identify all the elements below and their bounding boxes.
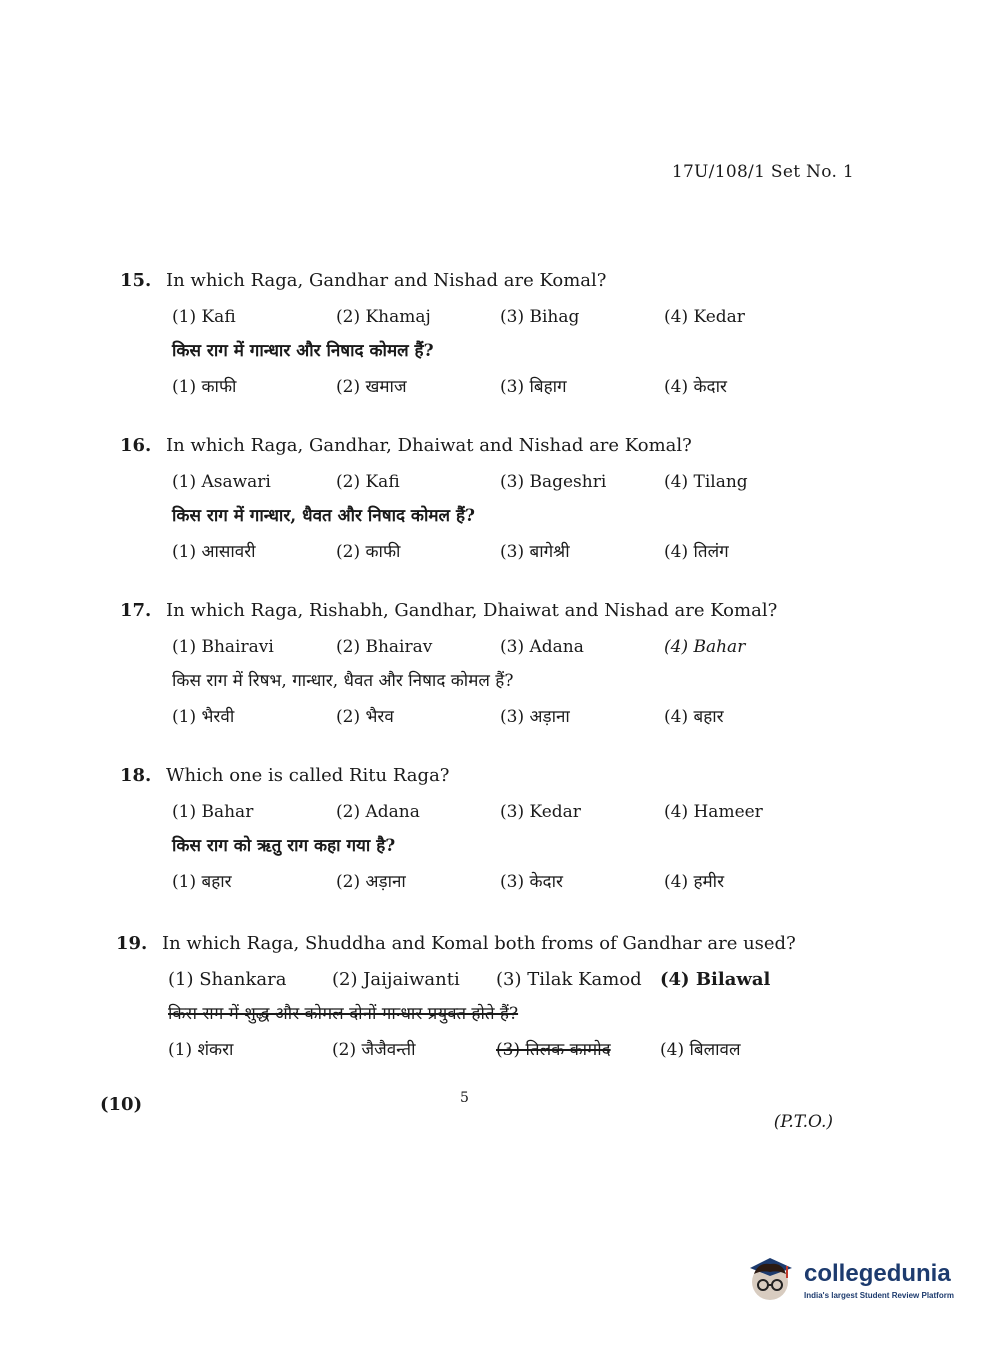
option-3: (3) Bihag <box>500 307 580 327</box>
hindi-option-1: (1) भैरवी <box>172 707 235 727</box>
option-2: (2) Jaijaiwanti <box>332 969 460 990</box>
hindi-option-4: (4) बहार <box>664 707 724 727</box>
question-count: (10) <box>100 1094 143 1115</box>
options <box>172 636 820 658</box>
options <box>172 801 820 823</box>
hindi-option-2: (2) जैजैवन्ती <box>332 1040 416 1060</box>
hindi-option-1: (1) शंकरा <box>168 1040 234 1060</box>
hindi-options <box>172 706 820 728</box>
question-text-hindi: किस राग में रिषभ, गान्धार, धैवत और निषाद कोमल हैं? <box>172 671 514 691</box>
hindi-option-3: (3) तिलक कामोद <box>496 1040 611 1060</box>
hindi-option-4: (4) बिलावल <box>660 1040 741 1060</box>
hindi-option-1: (1) काफी <box>172 377 237 397</box>
option-2: (2) Khamaj <box>336 307 431 327</box>
question-16 <box>120 435 820 563</box>
question-text: In which Raga, Shuddha and Komal both froms of Gandhar are used? <box>162 933 796 954</box>
hindi-option-2: (2) अड़ाना <box>336 872 406 892</box>
question-text: In which Raga, Rishabh, Gandhar, Dhaiwat and Nishad are Komal? <box>166 600 778 621</box>
option-3: (3) Kedar <box>500 802 581 822</box>
set-number: 17U/108/1 Set No. 1 <box>671 162 854 182</box>
hindi-option-3: (3) अड़ाना <box>500 707 570 727</box>
option-4: (4) Hameer <box>664 802 763 822</box>
question-text: In which Raga, Gandhar and Nishad are Komal? <box>166 270 607 291</box>
collegedunia-watermark <box>742 1250 972 1310</box>
question-number: 15. <box>120 270 152 291</box>
option-4: (4) Tilang <box>664 472 748 492</box>
options <box>172 306 820 328</box>
question-number: 16. <box>120 435 152 456</box>
option-1: (1) Asawari <box>172 472 271 492</box>
question-15 <box>120 270 820 398</box>
hindi-options <box>172 871 820 893</box>
hindi-option-4: (4) तिलंग <box>664 542 729 562</box>
hindi-option-2: (2) खमाज <box>336 377 407 397</box>
option-2: (2) Adana <box>336 802 420 822</box>
question-text: Which one is called Ritu Raga? <box>166 765 450 786</box>
question-text-hindi: किस राग में गान्धार और निषाद कोमल हैं? <box>172 341 434 361</box>
option-3: (3) Bageshri <box>500 472 607 492</box>
option-1: (1) Shankara <box>168 969 287 990</box>
hindi-options <box>172 376 820 398</box>
page-number: 5 <box>460 1090 469 1106</box>
brand-name: collegedunia <box>804 1259 951 1287</box>
question-text-hindi: किस राग में शुद्ध और कोमल दोनों गान्धार प्रयुक्त होते हैं? <box>168 1004 519 1024</box>
question-text: In which Raga, Gandhar, Dhaiwat and Nishad are Komal? <box>166 435 692 456</box>
mascot-logo-icon <box>742 1252 798 1308</box>
question-17 <box>120 600 820 728</box>
hindi-option-3: (3) बिहाग <box>500 377 567 397</box>
hindi-option-2: (2) काफी <box>336 542 401 562</box>
option-1: (1) Bahar <box>172 802 254 822</box>
question-text-hindi: किस राग में गान्धार, धैवत और निषाद कोमल हैं? <box>172 506 475 526</box>
question-number: 19. <box>116 933 148 954</box>
question-number: 18. <box>120 765 152 786</box>
hindi-option-1: (1) बहार <box>172 872 232 892</box>
option-4: (4) Kedar <box>664 307 745 327</box>
option-1: (1) Bhairavi <box>172 637 274 657</box>
option-3: (3) Adana <box>500 637 584 657</box>
options <box>168 969 836 991</box>
hindi-option-3: (3) बागेश्री <box>500 542 570 562</box>
option-1: (1) Kafi <box>172 307 236 327</box>
options <box>172 471 820 493</box>
please-turn-over: (P.T.O.) <box>773 1112 833 1132</box>
option-4: (4) Bilawal <box>660 969 771 990</box>
option-2: (2) Kafi <box>336 472 400 492</box>
question-18 <box>120 765 820 893</box>
hindi-option-4: (4) हमीर <box>664 872 725 892</box>
question-19 <box>116 933 836 1061</box>
hindi-option-2: (2) भैरव <box>336 707 394 727</box>
option-4: (4) Bahar <box>664 637 746 657</box>
hindi-option-4: (4) केदार <box>664 377 727 397</box>
option-2: (2) Bhairav <box>336 637 433 657</box>
question-number: 17. <box>120 600 152 621</box>
option-3: (3) Tilak Kamod <box>496 969 642 990</box>
hindi-options <box>172 541 820 563</box>
hindi-option-1: (1) आसावरी <box>172 542 256 562</box>
hindi-options <box>168 1039 836 1061</box>
question-text-hindi: किस राग को ऋतु राग कहा गया है? <box>172 836 396 856</box>
brand-tagline: India's largest Student Review Platform <box>804 1290 954 1300</box>
hindi-option-3: (3) केदार <box>500 872 563 892</box>
